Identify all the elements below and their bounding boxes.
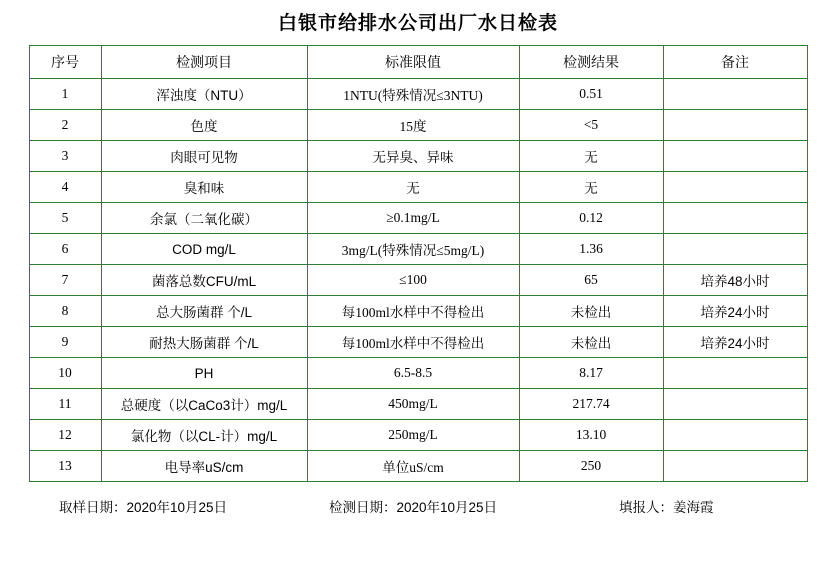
table-row <box>29 141 807 172</box>
cell-item: 余氯（二氧化碳） <box>101 203 307 234</box>
cell-no: 4 <box>29 172 101 203</box>
cell-result: 未检出 <box>519 296 663 327</box>
cell-limit: 6.5-8.5 <box>307 358 519 389</box>
cell-remark: 培养24小时 <box>663 296 807 327</box>
table-header-row <box>29 46 807 79</box>
report-page <box>0 8 836 579</box>
column-header-remark: 备注 <box>663 46 807 79</box>
cell-no: 6 <box>29 234 101 265</box>
cell-remark: 培养24小时 <box>663 327 807 358</box>
cell-item: 浑浊度（NTU） <box>101 79 307 110</box>
cell-no: 8 <box>29 296 101 327</box>
table-row <box>29 79 807 110</box>
testing-date: 检测日期：2020年10月25日 <box>329 500 498 515</box>
cell-item: PH <box>101 358 307 389</box>
cell-limit: 单位uS/cm <box>307 451 519 482</box>
column-header-no: 序号 <box>29 46 101 79</box>
cell-limit: 15度 <box>307 110 519 141</box>
cell-result: 217.74 <box>519 389 663 420</box>
cell-remark <box>663 172 807 203</box>
cell-remark <box>663 420 807 451</box>
cell-result: 0.12 <box>519 203 663 234</box>
cell-remark: 培养48小时 <box>663 265 807 296</box>
cell-remark <box>663 79 807 110</box>
cell-limit: 无异臭、异味 <box>307 141 519 172</box>
cell-limit: 450mg/L <box>307 389 519 420</box>
column-header-limit: 标准限值 <box>307 46 519 79</box>
cell-item: 总大肠菌群 个/L <box>101 296 307 327</box>
cell-result: 无 <box>519 172 663 203</box>
cell-limit: 每100ml水样中不得检出 <box>307 327 519 358</box>
column-header-item: 检测项目 <box>101 46 307 79</box>
column-header-result: 检测结果 <box>519 46 663 79</box>
cell-remark <box>663 141 807 172</box>
cell-no: 3 <box>29 141 101 172</box>
reporter-name: 填报人：姜海霞 <box>619 500 714 515</box>
cell-result: 65 <box>519 265 663 296</box>
cell-remark <box>663 451 807 482</box>
cell-no: 13 <box>29 451 101 482</box>
cell-remark <box>663 110 807 141</box>
table-row <box>29 296 807 327</box>
cell-item: 肉眼可见物 <box>101 141 307 172</box>
water-quality-table <box>29 45 808 482</box>
cell-result: 0.51 <box>519 79 663 110</box>
cell-result: 13.10 <box>519 420 663 451</box>
cell-result: <5 <box>519 110 663 141</box>
report-footer <box>29 496 807 516</box>
cell-item: 总硬度（以CaCo3计）mg/L <box>101 389 307 420</box>
cell-limit: 1NTU(特殊情况≤3NTU) <box>307 79 519 110</box>
cell-result: 1.36 <box>519 234 663 265</box>
cell-item: 色度 <box>101 110 307 141</box>
table-row <box>29 172 807 203</box>
cell-no: 2 <box>29 110 101 141</box>
table-row <box>29 265 807 296</box>
table-row <box>29 327 807 358</box>
cell-no: 12 <box>29 420 101 451</box>
table-row <box>29 203 807 234</box>
cell-remark <box>663 389 807 420</box>
table-row <box>29 358 807 389</box>
page-title: 白银市给排水公司出厂水日检表 <box>277 13 558 34</box>
cell-no: 9 <box>29 327 101 358</box>
cell-item: COD mg/L <box>101 234 307 265</box>
table-row <box>29 451 807 482</box>
table-row <box>29 420 807 451</box>
sampling-date: 取样日期：2020年10月25日 <box>59 500 228 515</box>
cell-no: 10 <box>29 358 101 389</box>
cell-remark <box>663 234 807 265</box>
cell-limit: 3mg/L(特殊情况≤5mg/L) <box>307 234 519 265</box>
cell-result: 未检出 <box>519 327 663 358</box>
cell-item: 耐热大肠菌群 个/L <box>101 327 307 358</box>
table-row <box>29 389 807 420</box>
cell-no: 5 <box>29 203 101 234</box>
table-row <box>29 234 807 265</box>
table-row <box>29 110 807 141</box>
cell-limit: 每100ml水样中不得检出 <box>307 296 519 327</box>
cell-remark <box>663 203 807 234</box>
cell-no: 7 <box>29 265 101 296</box>
table-body <box>29 79 807 482</box>
cell-item: 菌落总数CFU/mL <box>101 265 307 296</box>
cell-limit: 250mg/L <box>307 420 519 451</box>
cell-no: 11 <box>29 389 101 420</box>
cell-no: 1 <box>29 79 101 110</box>
cell-result: 8.17 <box>519 358 663 389</box>
cell-item: 氯化物（以CL-计）mg/L <box>101 420 307 451</box>
cell-limit: ≥0.1mg/L <box>307 203 519 234</box>
cell-item: 臭和味 <box>101 172 307 203</box>
cell-result: 250 <box>519 451 663 482</box>
cell-remark <box>663 358 807 389</box>
table-header <box>29 46 807 79</box>
cell-item: 电导率uS/cm <box>101 451 307 482</box>
cell-result: 无 <box>519 141 663 172</box>
cell-limit: ≤100 <box>307 265 519 296</box>
cell-limit: 无 <box>307 172 519 203</box>
